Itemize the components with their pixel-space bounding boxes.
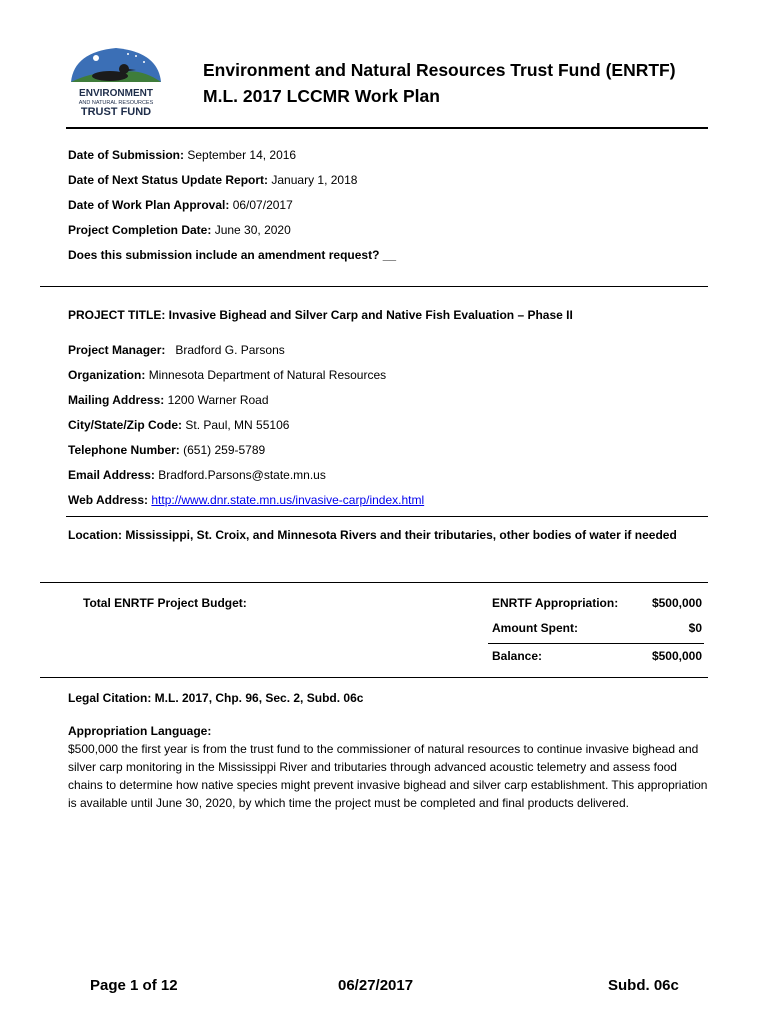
completion-date-label: Project Completion Date:	[68, 223, 212, 237]
organization-value: Minnesota Department of Natural Resources	[148, 368, 387, 382]
completion-date	[68, 223, 291, 237]
project-manager	[68, 343, 285, 357]
project-manager-value: Bradford G. Parsons	[175, 343, 285, 357]
next-status-date-label: Date of Next Status Update Report:	[68, 173, 269, 187]
submission-date-value: September 14, 2016	[187, 148, 297, 162]
telephone-value: (651) 259-5789	[183, 443, 266, 457]
city-state-zip-label: City/State/Zip Code:	[68, 418, 183, 432]
balance-label: Balance:	[492, 649, 543, 663]
web-address-link[interactable]: http://www.dnr.state.mn.us/invasive-carp/index.html	[151, 493, 425, 507]
location-divider-top	[66, 516, 708, 517]
email-label: Email Address:	[68, 468, 155, 482]
appropriation-heading: Appropriation Language:	[68, 724, 212, 738]
logo-line1: ENVIRONMENT	[79, 88, 153, 99]
submission-date	[68, 148, 296, 162]
city-state-zip-value: St. Paul, MN 55106	[185, 418, 290, 432]
amount-spent-value: $0	[688, 621, 702, 635]
page-number: Page 1 of 12	[90, 977, 178, 994]
completion-date-value: June 30, 2020	[214, 223, 291, 237]
approval-date-value: 06/07/2017	[232, 198, 293, 212]
enrtf-logo	[66, 44, 166, 118]
project-title: PROJECT TITLE: Invasive Bighead and Silver Carp and Native Fish Evaluation – Phase II	[68, 308, 573, 322]
mailing-address-label: Mailing Address:	[68, 393, 165, 407]
footer-date: 06/27/2017	[338, 977, 414, 994]
mailing-address	[68, 393, 269, 407]
amendment-request-label: Does this submission include an amendment request? __	[68, 248, 397, 262]
balance-value: $500,000	[651, 649, 702, 663]
appropriation-text: $500,000 the first year is from the trust fund to the commissioner of natural resources to continue invasive bighead and silver carp monitoring in the Mississippi River and tributaries through advanced acoustic telemetry and assess food chains to determine how native species might prevent invasive bighead and silver carp establishment. This appropriation is available until June 30, 2020, by which time the project must be completed and final products delivered.	[68, 742, 708, 810]
city-state-zip	[68, 418, 289, 432]
page-title-line1: Environment and Natural Resources Trust Fund (ENRTF)	[203, 60, 676, 80]
mailing-address-value: 1200 Warner Road	[167, 393, 269, 407]
organization-label: Organization:	[68, 368, 146, 382]
logo-line3: TRUST FUND	[80, 106, 152, 118]
email	[68, 468, 326, 482]
project-manager-label: Project Manager:	[68, 343, 166, 357]
budget-divider-top	[40, 582, 708, 583]
legal-divider	[40, 677, 708, 678]
logo-line2: AND NATURAL RESOURCES	[78, 100, 154, 106]
amendment-request	[68, 248, 396, 262]
web-address	[68, 493, 424, 507]
legal-citation: Legal Citation: M.L. 2017, Chp. 96, Sec. 2, Subd. 06c	[68, 691, 364, 705]
web-address-label: Web Address:	[68, 493, 149, 507]
next-status-date-value: January 1, 2018	[271, 173, 358, 187]
page-title-line2: M.L. 2017 LCCMR Work Plan	[203, 86, 440, 106]
telephone	[68, 443, 265, 457]
organization	[68, 368, 386, 382]
section-divider	[40, 286, 708, 287]
email-value: Bradford.Parsons@state.mn.us	[158, 468, 326, 482]
budget-title: Total ENRTF Project Budget:	[83, 596, 247, 610]
loon-logo-icon	[66, 44, 166, 118]
appropriation-label: ENRTF Appropriation:	[492, 596, 619, 610]
submission-date-label: Date of Submission:	[68, 148, 185, 162]
footer-subd: Subd. 06c	[608, 977, 679, 994]
balance-divider	[488, 643, 704, 644]
next-status-date	[68, 173, 357, 187]
telephone-label: Telephone Number:	[68, 443, 180, 457]
amount-spent-label: Amount Spent:	[492, 621, 578, 635]
approval-date-label: Date of Work Plan Approval:	[68, 198, 230, 212]
header-divider	[66, 127, 708, 129]
appropriation-value: $500,000	[651, 596, 702, 610]
location: Location: Mississippi, St. Croix, and Minnesota Rivers and their tributaries, other bodies of water if needed	[68, 528, 677, 542]
approval-date	[68, 198, 293, 212]
